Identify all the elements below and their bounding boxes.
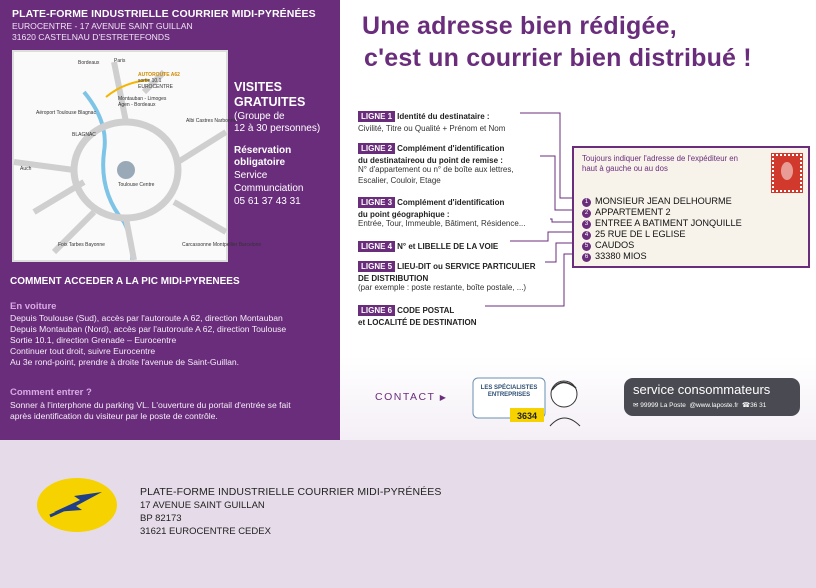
map-label-carcassonne: Carcassonne Montpellier Barcelone (182, 242, 262, 248)
visits-title-1: VISITES (234, 80, 282, 94)
platform-address-line1: EUROCENTRE - 17 AVENUE SAINT GUILLAN (12, 21, 193, 31)
map-label-sortie: sortie 10.1 (138, 78, 162, 84)
map-label-foix: Foix Tarbes Bayonne (58, 242, 105, 248)
line-title: Identité du destinataire : (397, 112, 490, 121)
sender-note: Toujours indiquer l'adresse de l'expéditeur en haut à gauche ou au dos (582, 154, 738, 173)
map-label-auch: Auch (20, 166, 32, 172)
envelope-line: 5 CAUDOS (582, 240, 634, 251)
footer-line: BP 82173 (140, 513, 182, 524)
line-tag: LIGNE 6 (358, 305, 395, 316)
line-tag: LIGNE 1 (358, 111, 395, 122)
map-label-blagnac: BLAGNAC (72, 132, 96, 138)
customer-service-title: service consommateurs (633, 382, 771, 397)
line-tag: LIGNE 4 (358, 241, 395, 252)
visits-phone[interactable]: 05 61 37 43 31 (234, 196, 301, 207)
platform-title: PLATE-FORME INDUSTRIELLE COURRIER MIDI-PYRÉNÉES (12, 8, 316, 20)
by-car-line: Continuer tout droit, suivre Eurocentre (10, 346, 156, 356)
envelope-line: 6 33380 MIOS (582, 251, 647, 262)
line-desc: N° d'appartement ou n° de boîte aux lettres, (358, 165, 514, 174)
contact-label: CONTACT ▶ (375, 391, 448, 403)
map-label-centre: Toulouse Centre (118, 182, 155, 188)
line-title-2: du point géographique : (358, 210, 450, 219)
line-title-2: DE DISTRIBUTION (358, 274, 429, 283)
map-label-autoroute: AUTOROUTE A62 (138, 72, 180, 78)
envelope-line: 3 ENTREE A BATIMENT JONQUILLE (582, 218, 742, 229)
line-title-2: du destinataireou du point de remise : (358, 156, 503, 165)
line-desc: (par exemple : poste restante, boîte postale, ...) (358, 283, 527, 292)
customer-service-info: ✉ 99999 La Poste @www.laposte.fr ☎36 31 (633, 402, 767, 409)
line-desc: Civilité, Titre ou Qualité + Prénom et Nom (358, 124, 506, 133)
stamp-icon (772, 154, 802, 192)
by-car-line: Depuis Montauban (Nord), accès par l'autoroute A 62, direction Toulouse (10, 324, 287, 334)
spec-number: 3634 (516, 411, 538, 421)
visits-title-2: GRATUITES (234, 95, 306, 109)
map-label-montauban: Montauban - Limoges (118, 96, 167, 102)
mail-icon: ✉ (633, 402, 639, 409)
visits-group-1: (Groupe de (234, 111, 285, 122)
phone-icon: ☎ (741, 402, 751, 409)
headline-line2: c'est un courrier bien distribué ! (364, 44, 752, 72)
reservation-2: obligatoire (234, 157, 286, 168)
line-title: Complément d'identification (397, 198, 505, 207)
visits-group-2: 12 à 30 personnes) (234, 123, 321, 134)
reservation-1: Réservation (234, 145, 292, 156)
by-car-title: En voiture (10, 301, 57, 312)
line-desc: Entrée, Tour, Immeuble, Bâtiment, Résidence... (358, 219, 526, 228)
map-label-albi: Albi Castres Narbonne (186, 118, 237, 124)
enter-title: Comment entrer ? (10, 387, 92, 398)
spec-line1: LES SPÉCIALISTES (480, 385, 538, 391)
envelope-line: 2 APPARTEMENT 2 (582, 207, 671, 218)
business-specialists-badge[interactable] (472, 372, 584, 428)
enter-line: après identification du visiteur par le poste de contrôle. (10, 411, 218, 421)
by-car-line: Au 3e rond-point, prendre à droite l'avenue de Saint-Guillan. (10, 357, 240, 367)
line-title: LIEU-DIT ou SERVICE PARTICULIER (397, 262, 536, 271)
headline-line1: Une adresse bien rédigée, (362, 12, 677, 40)
line-title: CODE POSTAL (397, 306, 455, 315)
footer-title: PLATE-FORME INDUSTRIELLE COURRIER MIDI-PYRÉNÉES (140, 486, 442, 498)
envelope-line: 4 25 RUE DE L EGLISE (582, 229, 686, 240)
line-tag: LIGNE 3 (358, 197, 395, 208)
service-2: Communciation (234, 183, 304, 194)
spec-line2: ENTREPRISES (487, 392, 531, 398)
envelope-line: 1 MONSIEUR JEAN DELHOURME (582, 196, 732, 207)
map-label-agen: Agen - Bordeaux (118, 102, 156, 108)
line-title-2: et LOCALITÉ DE DESTINATION (358, 318, 477, 327)
map-label-eurocentre: EUROCENTRE (138, 84, 174, 90)
map-label-paris: Paris (114, 58, 126, 64)
customer-service-banner[interactable] (624, 378, 800, 416)
by-car-line: Sortie 10.1, direction Grenade – Eurocentre (10, 335, 177, 345)
platform-address-line2: 31620 CASTELNAU D'ESTRETEFONDS (12, 32, 170, 42)
by-car-line: Depuis Toulouse (Sud), accès par l'autoroute A 62, direction Montauban (10, 313, 283, 323)
la-poste-logo-icon (36, 476, 118, 534)
map-label-airport: Aéroport Toulouse Blagnac (36, 110, 96, 116)
footer-line: 31621 EUROCENTRE CEDEX (140, 526, 271, 537)
map-label-bordeaux: Bordeaux (78, 60, 100, 66)
envelope-example (572, 146, 810, 268)
footer-band (0, 440, 816, 588)
line-tag: LIGNE 5 (358, 261, 395, 272)
web-icon: @ (689, 402, 697, 409)
line-title: Complément d'identification (397, 144, 505, 153)
line-tag: LIGNE 2 (358, 143, 395, 154)
footer-line: 17 AVENUE SAINT GUILLAN (140, 500, 265, 511)
enter-line: Sonner à l'interphone du parking VL. L'ouverture du portail d'entrée se fait (10, 400, 291, 410)
line-title: N° et LIBELLE DE LA VOIE (397, 242, 499, 251)
access-title: COMMENT ACCEDER A LA PIC MIDI-PYRENEES (10, 276, 240, 287)
line-desc: Escalier, Couloir, Etage (358, 175, 441, 185)
service-1: Service (234, 170, 268, 181)
